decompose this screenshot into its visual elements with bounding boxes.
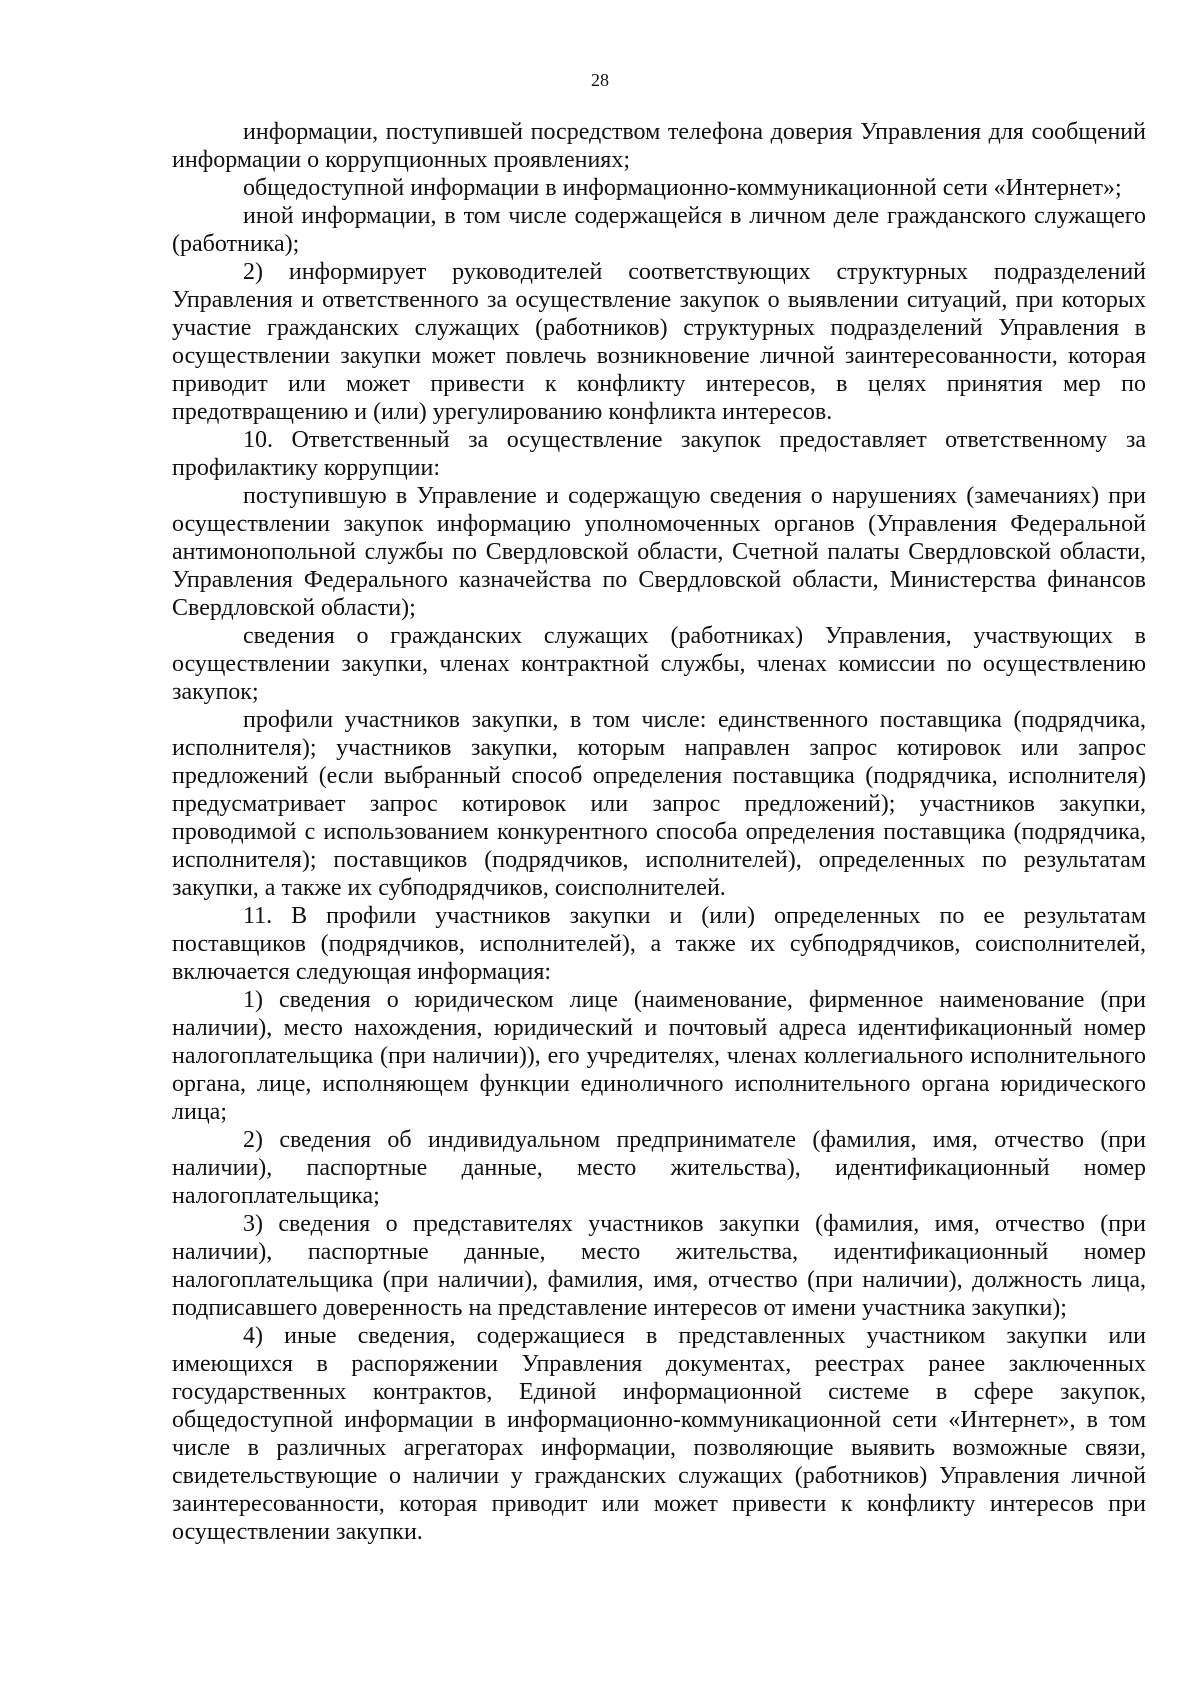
page-number: 28 [591, 70, 609, 90]
paragraph-public-internet-info: общедоступной информации в информационно-коммуникационной сети «Интернет»; [243, 175, 1122, 201]
document-body [172, 118, 1146, 1546]
paragraph-employees-info: сведения о гражданских служащих (работниках) Управления, участвующих в осуществлении закупки, членах контрактной службы, членах комиссии по осуществлению закупок; [172, 623, 1146, 705]
paragraph-continuation-hotline: информации, поступившей посредством телефона доверия Управления для сообщений информации о коррупционных проявлениях; [172, 119, 1146, 173]
paragraph-section-11: 11. В профили участников закупки и (или) определенных по ее результатам поставщиков (подрядчиков, исполнителей), а также их субподрядчиков, соисполнителей, включается следующая информация: [172, 903, 1146, 985]
paragraph-item-3-representatives: 3) сведения о представителях участников закупки (фамилия, имя, отчество (при наличии), паспортные данные, место жительства, идентификационный номер налогоплательщика (при наличии), фамилия, имя, отчество (при наличии), должность лица, подписавшего доверенность на представление интересов от имени участника закупки); [172, 1211, 1146, 1321]
paragraph-item-2-entrepreneur: 2) сведения об индивидуальном предпринимателе (фамилия, имя, отчество (при наличии), паспортные данные, место жительства), идентификационный номер налогоплательщика; [172, 1127, 1146, 1209]
paragraph-violations-info: поступившую в Управление и содержащую сведения о нарушениях (замечаниях) при осуществлении закупок информацию уполномоченных органов (Управления Федеральной антимонопольной службы по Свердловской области, Счетной палаты Свердловской области, Управления Федерального казначейства по Свердловской области, Министерства финансов Свердловской области); [172, 483, 1146, 621]
paragraph-item-1-legal-entity: 1) сведения о юридическом лице (наименование, фирменное наименование (при наличии), место нахождения, юридический и почтовый адреса идентификационный номер налогоплательщика (при наличии)), его учредителях, членах коллегиального исполнительного органа, лице, исполняющем функции единоличного исполнительного органа юридического лица; [172, 987, 1146, 1125]
paragraph-section-10: 10. Ответственный за осуществление закупок предоставляет ответственному за профилактику коррупции: [172, 427, 1146, 481]
paragraph-participant-profiles: профили участников закупки, в том числе: единственного поставщика (подрядчика, исполнителя); участников закупки, которым направлен запрос котировок или запрос предложений (если выбранный способ определения поставщика (подрядчика, исполнителя) предусматривает запрос котировок или запрос предложений); участников закупки, проводимой с использованием конкурентного способа определения поставщика (подрядчика, исполнителя); поставщиков (подрядчиков, исполнителей), определенных по результатам закупки, а также их субподрядчиков, соисполнителей. [172, 707, 1146, 901]
paragraph-other-info: иной информации, в том числе содержащейся в личном деле гражданского служащего (работника); [172, 203, 1146, 257]
paragraph-item-4-other-info: 4) иные сведения, содержащиеся в представленных участником закупки или имеющихся в распоряжении Управления документах, реестрах ранее заключенных государственных контрактов, Единой информационной системе в сфере закупок, общедоступной информации в информационно-коммуникационной сети «Интернет», в том числе в различных агрегаторах информации, позволяющие выявить возможные связи, свидетельствующие о наличии у гражданских служащих (работников) Управления личной заинтересованности, которая приводит или может привести к конфликту интересов при осуществлении закупки. [172, 1323, 1146, 1545]
paragraph-item-2-informs: 2) информирует руководителей соответствующих структурных подразделений Управления и ответственного за осуществление закупок о выявлении ситуаций, при которых участие гражданских служащих (работников) структурных подразделений Управления в осуществлении закупки может повлечь возникновение личной заинтересованности, которая приводит или может привести к конфликту интересов, в целях принятия мер по предотвращению и (или) урегулированию конфликта интересов. [172, 259, 1146, 425]
